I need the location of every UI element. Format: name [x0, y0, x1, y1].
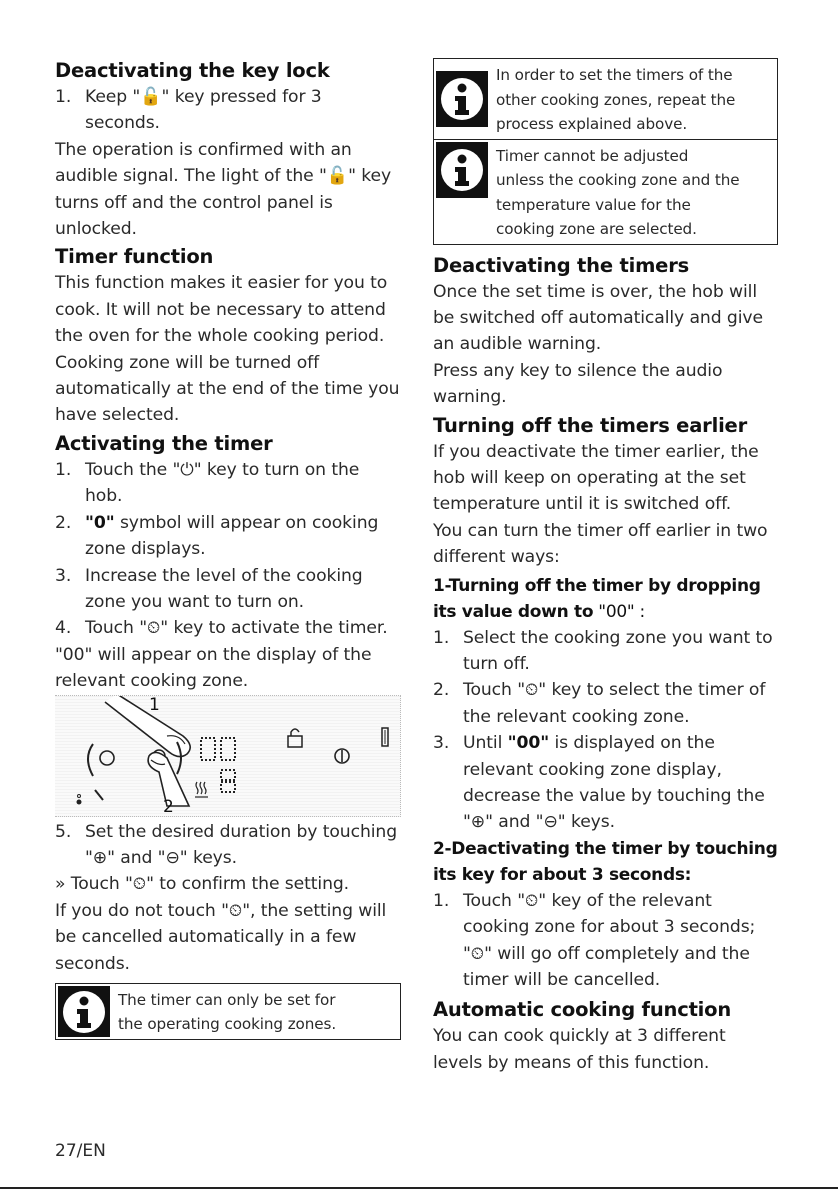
list-item: 2. "0" symbol will appear on cooking zone displays.	[55, 512, 379, 560]
heading-timer-function: Timer function	[55, 245, 214, 269]
diagram-label-2: 2	[163, 796, 174, 816]
info-note-operating-zones: The timer can only be set for the operating cooking zones.	[55, 983, 401, 1040]
cancel-setting-text: If you do not touch "⏲", the setting will be cancelled automatically in a few seconds.	[55, 900, 387, 974]
diagram-label-1: 1	[149, 695, 160, 715]
bottom-divider	[0, 1187, 838, 1189]
list-item: 2. Touch "⏲" key to select the timer of the relevant cooking zone.	[433, 680, 766, 727]
deactivating-timers-text: Once the set time is over, the hob will be switched off automatically and give an audible warning.	[433, 281, 763, 355]
control-panel-illustration	[55, 696, 401, 816]
deactivate-lock-steps	[55, 84, 401, 137]
left-column	[55, 58, 401, 1040]
activating-timer-steps	[55, 457, 401, 642]
heading-way-1: 1-Turning off the timer by dropping its value down to "00" :	[433, 575, 761, 622]
list-item: 5. Set the desired duration by touching "⊕" and "⊖" keys.	[55, 821, 398, 868]
list-item: 4. Touch "⏲" key to activate the timer.	[55, 618, 388, 639]
info-icon	[436, 142, 488, 198]
control-panel-diagram	[55, 695, 401, 817]
info-note-other-zones: In order to set the timers of the other cooking zones, repeat the process explained above.	[433, 58, 778, 139]
heading-turning-off-earlier: Turning off the timers earlier	[433, 413, 747, 437]
info-icon	[436, 71, 488, 127]
two-ways-text: You can turn the timer off earlier in two different ways:	[433, 520, 768, 568]
timer-key-icon	[100, 751, 114, 765]
heading-deactivating-key-lock: Deactivating the key lock	[55, 59, 330, 82]
deactivate-lock-text: The operation is confirmed with an audible signal. The light of the "🔓" key turns off and the control panel is unlocked.	[55, 139, 392, 240]
heat-icon	[195, 782, 208, 797]
way-2-steps	[433, 888, 778, 994]
automatic-cooking-text: You can cook quickly at 3 different levels by means of this function.	[433, 1026, 726, 1073]
right-column	[433, 58, 778, 1076]
list-item: 1. Keep "🔓" key pressed for 3 seconds.	[55, 87, 322, 134]
heading-automatic-cooking: Automatic cooking function	[433, 998, 732, 1022]
list-item: 1. Touch "⏲" key of the relevant cooking zone for about 3 seconds; "⏲" will go off completely and the timer will be cancelled.	[433, 890, 756, 991]
activating-timer-steps-cont	[55, 819, 401, 872]
list-item: 3. Until "00" is displayed on the relevant cooking zone display, decrease the value by touching the "⊕" and "⊖" keys.	[433, 733, 765, 833]
timer-function-text: This function makes it easier for you to cook. It will not be necessary to attend the oven for the whole cooking period. Cooking zone will be turned off automatically at the end of the time you have selected.	[55, 273, 400, 426]
info-icon	[58, 986, 110, 1037]
confirm-setting-text: » Touch "⏲" to confirm the setting.	[55, 874, 350, 895]
page-number: 27/EN	[55, 1141, 106, 1161]
silence-warning-text: Press any key to silence the audio warning.	[433, 360, 723, 408]
list-item: 1. Select the cooking zone you want to turn off.	[433, 627, 773, 674]
lock-icon	[288, 729, 302, 747]
power-icon	[335, 749, 349, 763]
turning-off-text: If you deactivate the timer earlier, the hob will keep on operating at the set temperature until it is switched off.	[433, 441, 759, 515]
way-1-steps	[433, 625, 778, 836]
heading-way-2: 2-Deactivating the timer by touching its key for about 3 seconds:	[433, 838, 778, 885]
list-item: 1. Touch the "⏻" key to turn on the hob.	[55, 459, 360, 507]
heading-activating-timer: Activating the timer	[55, 431, 273, 455]
after-steps-text: "00" will appear on the display of the relevant cooking zone.	[55, 644, 372, 692]
list-item: 3. Increase the level of the cooking zone you want to turn on.	[55, 565, 363, 612]
info-note-timer-not-adjustable: Timer cannot be adjusted unless the cooking zone and the temperature value for the cooking zone are selected.	[433, 139, 778, 245]
heading-deactivating-timers: Deactivating the timers	[433, 253, 690, 277]
